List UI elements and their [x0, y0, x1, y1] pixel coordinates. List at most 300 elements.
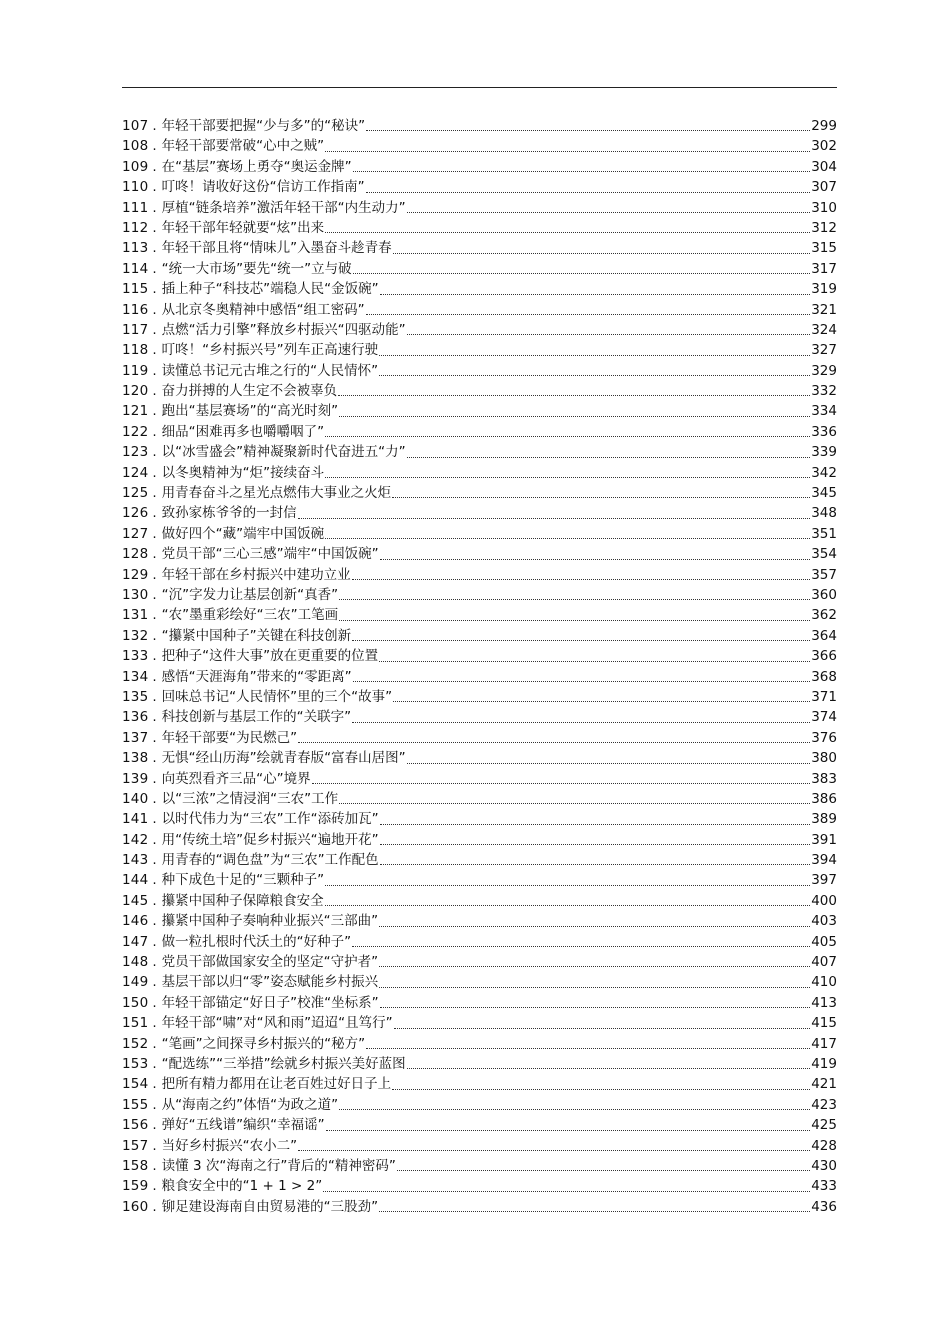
toc-entry-number: 141 — [122, 811, 149, 828]
toc-dot-leader — [325, 151, 810, 152]
toc-entry[interactable] — [122, 769, 837, 789]
toc-dot-leader — [407, 334, 811, 335]
toc-entry-number: 135 — [122, 688, 149, 705]
toc-entry[interactable] — [122, 1095, 837, 1115]
toc-entry[interactable] — [122, 626, 837, 646]
toc-entry-page: 380 — [811, 750, 837, 767]
toc-dot-leader — [380, 559, 811, 560]
toc-entry-separator: . — [152, 566, 157, 583]
toc-dot-leader — [407, 457, 811, 458]
toc-entry-separator: . — [152, 688, 157, 705]
toc-dot-leader — [397, 1170, 810, 1171]
toc-entry-page: 299 — [811, 118, 837, 134]
toc-entry[interactable] — [122, 279, 837, 299]
toc-entry[interactable] — [122, 1156, 837, 1176]
toc-entry-separator: . — [152, 199, 157, 216]
toc-entry-title: 把所有精力都用在让老百姓过好日子上 — [161, 1076, 392, 1093]
toc-entry-number: 123 — [122, 444, 149, 461]
toc-entry[interactable] — [122, 320, 837, 340]
toc-entry-separator: . — [152, 750, 157, 767]
toc-entry-separator: . — [152, 1137, 157, 1154]
toc-entry[interactable] — [122, 442, 837, 462]
toc-entry[interactable] — [122, 911, 837, 931]
toc-entry-separator: . — [152, 240, 157, 257]
toc-entry[interactable] — [122, 340, 837, 360]
toc-entry-separator: . — [152, 464, 157, 481]
toc-entry[interactable] — [122, 157, 837, 177]
toc-entry-number: 117 — [122, 321, 149, 338]
toc-entry-title: 从北京冬奥精神中感悟“组工密码” — [161, 301, 365, 318]
toc-dot-leader — [352, 722, 810, 723]
toc-entry[interactable] — [122, 687, 837, 707]
toc-entry[interactable] — [122, 422, 837, 442]
toc-entry[interactable] — [122, 483, 837, 503]
toc-entry-title: 点燃“活力引擎”释放乡村振兴“四驱动能” — [161, 321, 406, 338]
toc-entry-page: 307 — [811, 179, 837, 196]
toc-entry-page: 312 — [811, 219, 837, 236]
toc-dot-leader — [312, 783, 811, 784]
toc-entry-title: “笔画”之间探寻乡村振兴的“秘方” — [161, 1035, 366, 1052]
toc-entry[interactable] — [122, 1034, 837, 1054]
toc-entry[interactable] — [122, 1074, 837, 1094]
toc-entry-number: 159 — [122, 1178, 149, 1195]
toc-entry-title: 年轻干部且将“情味儿”入墨奋斗趁青春 — [161, 240, 392, 257]
toc-entry-title: 党员干部“三心三感”端牢“中国饭碗” — [161, 546, 379, 563]
toc-dot-leader — [380, 864, 811, 865]
toc-entry-number: 136 — [122, 709, 149, 726]
toc-entry-title: 年轻干部年轻就要“炫”出来 — [161, 219, 325, 236]
toc-entry-page: 368 — [811, 668, 837, 685]
toc-entry-page: 339 — [811, 444, 837, 461]
toc-dot-leader — [392, 497, 810, 498]
toc-entry-page: 394 — [811, 852, 837, 869]
toc-entry-title: 用青春的“调色盘”为“三农”工作配色 — [161, 852, 379, 869]
toc-entry-separator: . — [152, 219, 157, 236]
toc-dot-leader — [325, 232, 810, 233]
toc-entry-title: “配选练”“三举措”绘就乡村振兴美好蓝图 — [161, 1055, 406, 1072]
toc-entry-title: 种下成色十足的“三颗种子” — [161, 872, 325, 889]
toc-entry-page: 430 — [811, 1157, 837, 1174]
toc-dot-leader — [339, 620, 810, 621]
toc-entry-number: 115 — [122, 281, 149, 298]
toc-entry-separator: . — [152, 913, 157, 930]
toc-entry[interactable] — [122, 891, 837, 911]
toc-entry[interactable] — [122, 1115, 837, 1135]
toc-entry-title: 以时代伟力为“三农”工作“添砖加瓦” — [161, 811, 379, 828]
toc-entry-number: 132 — [122, 627, 149, 644]
toc-dot-leader — [366, 192, 811, 193]
toc-entry-title: 弹好“五线谱”编织“幸福谣” — [161, 1117, 325, 1134]
toc-entry-page: 345 — [811, 485, 837, 502]
toc-entry-separator: . — [152, 505, 157, 522]
toc-entry-page: 403 — [811, 913, 837, 930]
toc-entry-page: 397 — [811, 872, 837, 889]
toc-entry-page: 428 — [811, 1137, 837, 1154]
toc-entry-number: 109 — [122, 158, 149, 175]
toc-entry-separator: . — [152, 831, 157, 848]
toc-entry[interactable] — [122, 748, 837, 768]
toc-entry-page: 329 — [811, 362, 837, 379]
toc-entry-title: 铆足建设海南自由贸易港的“三股劲” — [161, 1198, 379, 1215]
toc-entry-number: 138 — [122, 750, 149, 767]
toc-entry-title: 粮食安全中的“1 + 1 > 2” — [161, 1178, 323, 1195]
toc-dot-leader — [379, 355, 810, 356]
toc-entry-number: 111 — [122, 199, 149, 216]
toc-dot-leader — [352, 640, 810, 641]
toc-entry-separator: . — [152, 933, 157, 950]
toc-entry-page: 371 — [811, 688, 837, 705]
toc-dot-leader — [339, 1109, 810, 1110]
toc-entry-page: 386 — [811, 790, 837, 807]
toc-entry-page: 415 — [811, 1015, 837, 1032]
toc-dot-leader — [379, 1211, 810, 1212]
toc-entry-separator: . — [152, 118, 157, 134]
toc-entry[interactable] — [122, 401, 837, 421]
toc-entry-number: 158 — [122, 1157, 149, 1174]
toc-dot-leader — [298, 518, 811, 519]
toc-entry-page: 348 — [811, 505, 837, 522]
toc-entry[interactable] — [122, 259, 837, 279]
toc-entry[interactable] — [122, 238, 837, 258]
toc-entry-title: 年轻干部要常破“心中之贼” — [161, 138, 325, 155]
toc-entry-number: 143 — [122, 852, 149, 869]
toc-entry-title: 把种子“这件大事”放在更重要的位置 — [161, 648, 379, 665]
toc-entry-number: 124 — [122, 464, 149, 481]
table-of-contents — [122, 116, 837, 1217]
toc-entry-page: 319 — [811, 281, 837, 298]
toc-entry-title: 年轻干部要“为民燃己” — [161, 729, 298, 746]
toc-entry[interactable] — [122, 1054, 837, 1074]
toc-entry-separator: . — [152, 1015, 157, 1032]
toc-dot-leader — [325, 905, 811, 906]
toc-dot-leader — [339, 803, 810, 804]
toc-entry-page: 302 — [811, 138, 837, 155]
toc-entry-separator: . — [152, 729, 157, 746]
toc-entry-title: 感悟“天涯海角”带来的“零距离” — [161, 668, 352, 685]
toc-dot-leader — [298, 742, 810, 743]
toc-entry[interactable] — [122, 218, 837, 238]
toc-entry[interactable] — [122, 544, 837, 564]
toc-entry-separator: . — [152, 362, 157, 379]
toc-entry-separator: . — [152, 1157, 157, 1174]
toc-entry-number: 152 — [122, 1035, 149, 1052]
toc-dot-leader — [352, 946, 810, 947]
toc-entry-separator: . — [152, 1055, 157, 1072]
toc-dot-leader — [380, 844, 811, 845]
toc-entry[interactable] — [122, 993, 837, 1013]
toc-entry-page: 425 — [811, 1117, 837, 1134]
toc-dot-leader — [323, 1191, 810, 1192]
toc-entry-number: 146 — [122, 913, 149, 930]
toc-entry-number: 129 — [122, 566, 149, 583]
toc-entry[interactable] — [122, 605, 837, 625]
toc-entry-separator: . — [152, 1076, 157, 1093]
toc-entry[interactable] — [122, 952, 837, 972]
toc-entry-number: 110 — [122, 179, 149, 196]
toc-entry-page: 410 — [811, 974, 837, 991]
toc-entry-number: 107 — [122, 118, 149, 134]
toc-dot-leader — [393, 253, 811, 254]
toc-entry-separator: . — [152, 546, 157, 563]
toc-entry-page: 357 — [811, 566, 837, 583]
toc-entry-separator: . — [152, 281, 157, 298]
toc-entry[interactable] — [122, 932, 837, 952]
toc-entry-title: 插上种子“科技芯”端稳人民“金饭碗” — [161, 281, 379, 298]
toc-dot-leader — [407, 763, 811, 764]
toc-entry-title: 奋力拼搏的人生定不会被辜负 — [161, 383, 338, 400]
toc-entry-page: 436 — [811, 1198, 837, 1215]
toc-entry-page: 407 — [811, 954, 837, 971]
toc-entry-number: 119 — [122, 362, 149, 379]
toc-entry-number: 127 — [122, 525, 149, 542]
toc-entry-title: 年轻干部锚定“好日子”校准“坐标系” — [161, 994, 379, 1011]
toc-entry-page: 417 — [811, 1035, 837, 1052]
toc-entry-number: 150 — [122, 994, 149, 1011]
toc-entry-title: 叮咚！“乡村振兴号”列车正高速行驶 — [161, 342, 379, 359]
toc-entry-number: 142 — [122, 831, 149, 848]
toc-entry-title: 读懂总书记元古堆之行的“人民情怀” — [161, 362, 379, 379]
toc-entry-separator: . — [152, 648, 157, 665]
toc-entry-page: 400 — [811, 892, 837, 909]
toc-entry-separator: . — [152, 485, 157, 502]
toc-entry[interactable] — [122, 870, 837, 890]
toc-dot-leader — [325, 538, 810, 539]
toc-entry-number: 147 — [122, 933, 149, 950]
toc-entry-separator: . — [152, 383, 157, 400]
toc-entry[interactable] — [122, 850, 837, 870]
toc-entry-page: 324 — [811, 321, 837, 338]
toc-entry-page: 376 — [811, 729, 837, 746]
toc-entry-title: 细品“困难再多也嚼嚼咽了” — [161, 423, 325, 440]
toc-entry-number: 118 — [122, 342, 149, 359]
toc-entry-number: 113 — [122, 240, 149, 257]
toc-entry-page: 419 — [811, 1055, 837, 1072]
toc-entry-separator: . — [152, 1096, 157, 1113]
toc-entry[interactable] — [122, 361, 837, 381]
toc-entry[interactable] — [122, 381, 837, 401]
toc-dot-leader — [379, 966, 810, 967]
toc-entry[interactable] — [122, 116, 837, 136]
toc-dot-leader — [325, 436, 810, 437]
toc-entry[interactable] — [122, 1197, 837, 1217]
toc-entry-number: 125 — [122, 485, 149, 502]
toc-entry-title: 在“基层”赛场上勇夺“奥运金牌” — [161, 158, 352, 175]
toc-entry-page: 433 — [811, 1178, 837, 1195]
toc-entry-title: 向英烈看齐三品“心”境界 — [161, 770, 311, 787]
toc-entry-title: 用青春奋斗之星光点燃伟大事业之火炬 — [161, 485, 392, 502]
toc-entry[interactable] — [122, 667, 837, 687]
toc-entry-separator: . — [152, 403, 157, 420]
toc-entry-title: 无惧“经山历海”绘就青春版“富春山居图” — [161, 750, 406, 767]
toc-entry[interactable] — [122, 565, 837, 585]
toc-entry-number: 144 — [122, 872, 149, 889]
toc-entry-number: 108 — [122, 138, 149, 155]
toc-entry-number: 139 — [122, 770, 149, 787]
toc-entry-number: 116 — [122, 301, 149, 318]
toc-entry-title: “沉”字发力让基层创新“真香” — [161, 586, 339, 603]
toc-entry-number: 131 — [122, 607, 149, 624]
toc-entry-number: 149 — [122, 974, 149, 991]
toc-entry-page: 389 — [811, 811, 837, 828]
toc-entry[interactable] — [122, 789, 837, 809]
toc-dot-leader — [379, 375, 810, 376]
toc-entry-title: 以“冰雪盛会”精神凝聚新时代奋进五“力” — [161, 444, 406, 461]
toc-entry-page: 332 — [811, 383, 837, 400]
toc-entry-separator: . — [152, 1198, 157, 1215]
toc-dot-leader — [325, 885, 810, 886]
toc-entry-page: 366 — [811, 648, 837, 665]
toc-entry[interactable] — [122, 707, 837, 727]
toc-entry-page: 354 — [811, 546, 837, 563]
toc-entry-title: 回味总书记“人民情怀”里的三个“故事” — [161, 688, 393, 705]
toc-entry-number: 145 — [122, 892, 149, 909]
toc-entry-page: 304 — [811, 158, 837, 175]
toc-entry-title: 做好四个“藏”端牢中国饭碗 — [161, 525, 325, 542]
toc-entry-number: 156 — [122, 1117, 149, 1134]
toc-entry[interactable] — [122, 585, 837, 605]
toc-entry-page: 360 — [811, 586, 837, 603]
toc-entry-title: 攥紧中国种子奏响种业振兴“三部曲” — [161, 913, 379, 930]
toc-entry-separator: . — [152, 811, 157, 828]
toc-entry-separator: . — [152, 342, 157, 359]
toc-entry-number: 157 — [122, 1137, 149, 1154]
toc-entry[interactable] — [122, 177, 837, 197]
toc-entry-separator: . — [152, 627, 157, 644]
toc-entry-separator: . — [152, 1035, 157, 1052]
toc-entry-page: 374 — [811, 709, 837, 726]
toc-entry[interactable] — [122, 198, 837, 218]
toc-entry-separator: . — [152, 444, 157, 461]
toc-dot-leader — [338, 395, 810, 396]
toc-entry-title: 叮咚！请收好这份“信访工作指南” — [161, 179, 365, 196]
toc-entry-number: 122 — [122, 423, 149, 440]
toc-entry-number: 130 — [122, 586, 149, 603]
toc-entry-separator: . — [152, 668, 157, 685]
toc-entry[interactable] — [122, 463, 837, 483]
toc-entry-number: 137 — [122, 729, 149, 746]
toc-entry-separator: . — [152, 138, 157, 155]
toc-entry-number: 148 — [122, 954, 149, 971]
toc-entry-number: 153 — [122, 1055, 149, 1072]
toc-entry-separator: . — [152, 301, 157, 318]
toc-dot-leader — [392, 1089, 810, 1090]
toc-entry-title: 基层干部以归“零”姿态赋能乡村振兴 — [161, 974, 379, 991]
toc-entry-title: 科技创新与基层工作的“关联字” — [161, 709, 352, 726]
toc-entry[interactable] — [122, 136, 837, 156]
toc-entry-number: 120 — [122, 383, 149, 400]
toc-dot-leader — [366, 130, 810, 131]
toc-entry-title: 党员干部做国家安全的坚定“守护者” — [161, 954, 379, 971]
toc-entry-title: 攥紧中国种子保障粮食安全 — [161, 892, 324, 909]
toc-entry-separator: . — [152, 607, 157, 624]
toc-entry-page: 413 — [811, 994, 837, 1011]
toc-entry-page: 342 — [811, 464, 837, 481]
toc-entry[interactable] — [122, 1136, 837, 1156]
toc-entry-page: 391 — [811, 831, 837, 848]
toc-dot-leader — [298, 1150, 810, 1151]
toc-dot-leader — [407, 1068, 811, 1069]
toc-entry[interactable] — [122, 503, 837, 523]
toc-entry-page: 327 — [811, 342, 837, 359]
toc-entry-number: 133 — [122, 648, 149, 665]
toc-entry-title: 做一粒扎根时代沃土的“好种子” — [161, 933, 352, 950]
toc-entry[interactable] — [122, 524, 837, 544]
toc-entry-page: 351 — [811, 525, 837, 542]
toc-entry-separator: . — [152, 158, 157, 175]
toc-entry-page: 315 — [811, 240, 837, 257]
toc-entry-title: 厚植“链条培养”激活年轻干部“内生动力” — [161, 199, 406, 216]
toc-dot-leader — [353, 681, 811, 682]
toc-entry[interactable] — [122, 300, 837, 320]
toc-entry[interactable] — [122, 646, 837, 666]
toc-dot-leader — [379, 661, 810, 662]
toc-entry-separator: . — [152, 852, 157, 869]
toc-dot-leader — [393, 701, 810, 702]
toc-dot-leader — [407, 212, 811, 213]
toc-entry-separator: . — [152, 994, 157, 1011]
toc-entry-title: 读懂 3 次“海南之行”背后的“精神密码” — [161, 1157, 396, 1174]
toc-entry[interactable] — [122, 1176, 837, 1196]
toc-entry-number: 126 — [122, 505, 149, 522]
toc-dot-leader — [353, 273, 811, 274]
toc-entry-title: 年轻干部“啸”对“风和雨”迢迢“且笃行” — [161, 1015, 393, 1032]
toc-entry-separator: . — [152, 872, 157, 889]
toc-entry[interactable] — [122, 830, 837, 850]
toc-entry-page: 364 — [811, 627, 837, 644]
toc-entry-title: 跑出“基层赛场”的“高光时刻” — [161, 403, 339, 420]
toc-entry-separator: . — [152, 423, 157, 440]
toc-entry-number: 128 — [122, 546, 149, 563]
toc-entry[interactable] — [122, 728, 837, 748]
toc-entry-title: 以冬奥精神为“炬”接续奋斗 — [161, 464, 325, 481]
toc-dot-leader — [352, 579, 811, 580]
toc-entry-title: 当好乡村振兴“农小二” — [161, 1137, 298, 1154]
toc-dot-leader — [379, 987, 810, 988]
toc-entry-page: 421 — [811, 1076, 837, 1093]
toc-dot-leader — [380, 1007, 811, 1008]
toc-entry-title: “攥紧中国种子”关键在科技创新 — [161, 627, 352, 644]
toc-entry-separator: . — [152, 709, 157, 726]
toc-dot-leader — [339, 416, 810, 417]
toc-entry-number: 151 — [122, 1015, 149, 1032]
toc-dot-leader — [325, 477, 810, 478]
toc-entry-title: 用“传统土培”促乡村振兴“遍地开花” — [161, 831, 379, 848]
toc-entry-separator: . — [152, 1178, 157, 1195]
toc-dot-leader — [339, 599, 810, 600]
toc-entry-separator: . — [152, 260, 157, 277]
toc-entry-number: 134 — [122, 668, 149, 685]
toc-entry-number: 121 — [122, 403, 149, 420]
toc-entry-separator: . — [152, 790, 157, 807]
toc-entry-title: 致孙家栋爷爷的一封信 — [161, 505, 297, 522]
toc-entry[interactable] — [122, 809, 837, 829]
toc-dot-leader — [326, 1130, 811, 1131]
toc-entry-number: 140 — [122, 790, 149, 807]
toc-entry-separator: . — [152, 770, 157, 787]
toc-entry[interactable] — [122, 1013, 837, 1033]
toc-entry-number: 114 — [122, 260, 149, 277]
toc-entry-title: 以“三浓”之情浸润“三农”工作 — [161, 790, 339, 807]
toc-entry-page: 334 — [811, 403, 837, 420]
toc-dot-leader — [380, 824, 811, 825]
toc-dot-leader — [380, 294, 811, 295]
toc-entry-page: 336 — [811, 423, 837, 440]
toc-dot-leader — [379, 926, 810, 927]
toc-dot-leader — [366, 1048, 810, 1049]
toc-entry[interactable] — [122, 972, 837, 992]
toc-entry-title: “农”墨重彩绘好“三农”工笔画 — [161, 607, 339, 624]
toc-entry-number: 154 — [122, 1076, 149, 1093]
